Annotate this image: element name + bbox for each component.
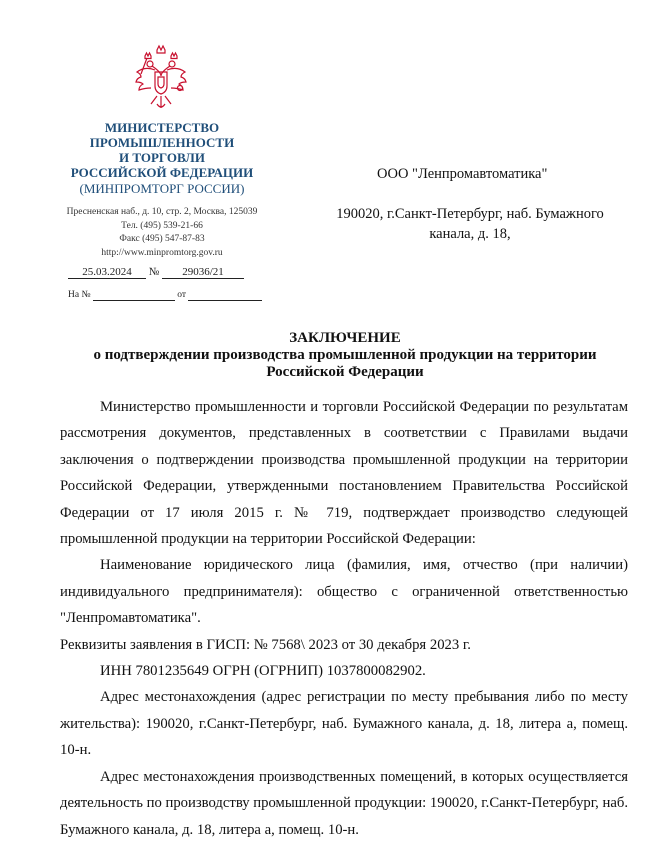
document-body bbox=[60, 394, 628, 843]
document-heading bbox=[60, 330, 630, 381]
ministry-name-line: И ТОРГОВЛИ bbox=[119, 150, 205, 165]
document-title: ЗАКЛЮЧЕНИЕ bbox=[289, 330, 401, 346]
ministry-name-line: МИНИСТЕРСТВО bbox=[104, 120, 220, 135]
body-paragraph: Адрес местонахождения производственных помещений, в которых осуществляется деятельность по производству промышленной продукции: 190020, г.Санкт-Петербург, наб. Бумажного канала, д. 18, литера а, помещ. 10-н. bbox=[60, 768, 628, 838]
addressee-block bbox=[315, 164, 625, 244]
ministry-address: Пресненская наб., д. 10, стр. 2, Москва, 125039 bbox=[66, 207, 258, 217]
registration-date: 25.03.2024 bbox=[68, 266, 146, 279]
body-paragraph: Реквизиты заявления в ГИСП: № 7568\ 2023 от 30 декабря 2023 г. bbox=[60, 636, 471, 653]
coat-of-arms-icon bbox=[133, 44, 189, 114]
ministry-website[interactable]: http://www.minpromtorg.gov.ru bbox=[101, 247, 223, 258]
ministry-name bbox=[60, 120, 264, 197]
ministry-phone: Тел. (495) 539-21-66 bbox=[121, 220, 203, 231]
document-subtitle: о подтверждении производства промышленной продукции на территории Российской Федерации bbox=[93, 347, 597, 380]
body-paragraph: Адрес местонахождения (адрес регистрации по месту пребывания либо по месту жительства): 190020, г.Санкт-Петербург, наб. Бумажного канала, д. 18, литера а, помещ. 10-н. bbox=[60, 689, 628, 759]
ministry-name-line: ПРОМЫШЛЕННОСТИ bbox=[89, 135, 235, 150]
addressee-org: ООО "Ленпромавтоматика" bbox=[377, 166, 548, 182]
ministry-name-line: РОССИЙСКОЙ ФЕДЕРАЦИИ bbox=[70, 165, 254, 180]
reference-line bbox=[68, 290, 268, 301]
reference-from-label: от bbox=[177, 290, 187, 300]
addressee-address: 190020, г.Санкт-Петербург, наб. Бумажного канала, д. 18, bbox=[336, 206, 604, 242]
ministry-short-name: (МИНПРОМТОРГ РОССИИ) bbox=[79, 181, 245, 196]
body-paragraph: Наименование юридического лица (фамилия, имя, отчество (при наличии) индивидуального предпринимателя): общество с ограниченной ответственностью "Ленпромавтоматика". bbox=[60, 557, 628, 627]
reference-label: На № bbox=[68, 290, 91, 300]
registration-number: 29036/21 bbox=[162, 266, 244, 279]
registration-number-label: № bbox=[148, 266, 160, 278]
reference-date-blank bbox=[188, 290, 262, 301]
reference-number-blank bbox=[93, 290, 175, 301]
registration-line bbox=[68, 266, 268, 279]
body-paragraph: ИНН 7801235649 ОГРН (ОГРНИП) 1037800082902. bbox=[100, 663, 426, 680]
body-paragraph: Министерство промышленности и торговли Российской Федерации по результатам рассмотрения документов, представленных в соответствии с Правилами выдачи заключения о подтверждении производства промышленной продукции на территории Российской Федерации, утвержденными постановлением Правительства Российской Федерации от 17 июля 2015 г. № 719, подтверждает производство следующей промышленной продукции на территории Российской Федерации: bbox=[60, 399, 628, 548]
ministry-contacts bbox=[52, 206, 272, 260]
ministry-fax: Факс (495) 547-87-83 bbox=[119, 234, 205, 245]
